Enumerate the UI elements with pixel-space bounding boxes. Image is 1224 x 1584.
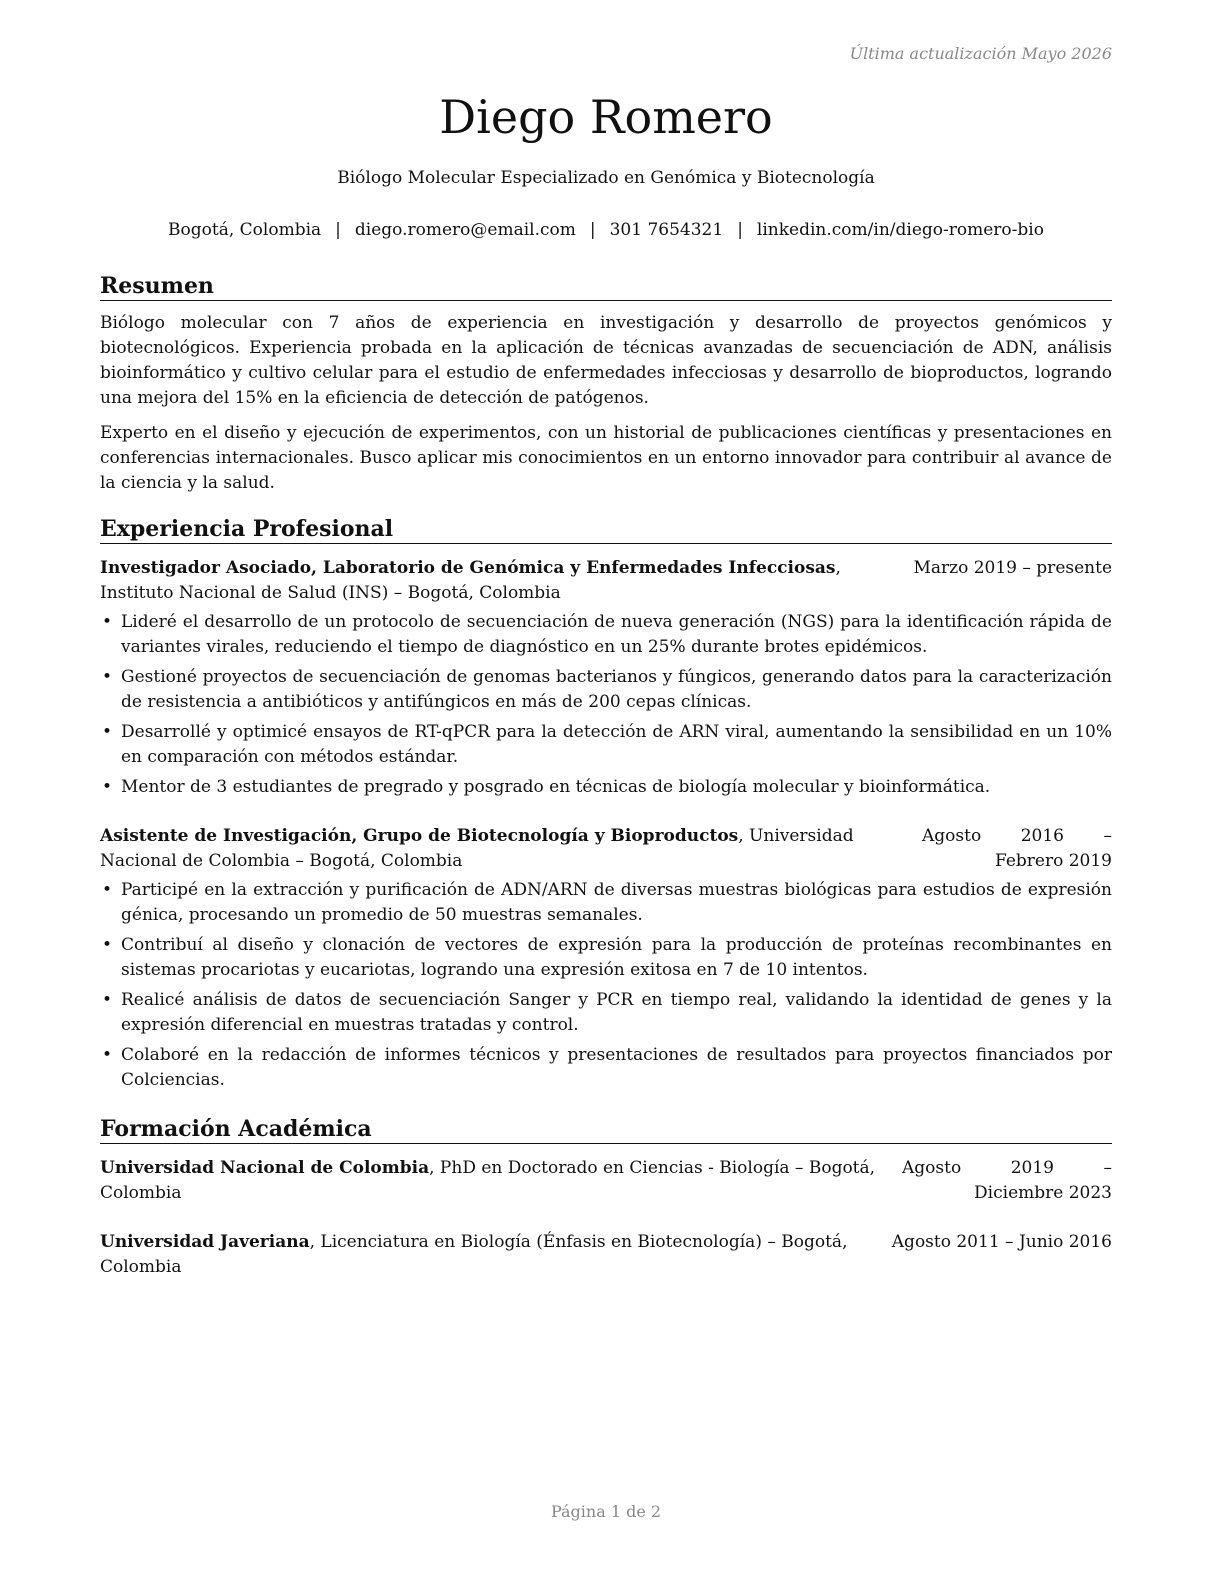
list-item: • Realicé análisis de datos de secuenciación Sanger y PCR en tiempo real, validando la identidad de genes y la expresión diferencial en muestras tratadas y control. <box>102 990 1112 1035</box>
list-item: • Colaboré en la redacción de informes técnicos y presentaciones de resultados para proyectos financiados por Colciencias. <box>102 1045 1112 1090</box>
job-org: , Universidad Nacional de Colombia – Bogotá, Colombia <box>100 826 854 871</box>
education-entry <box>100 1230 1112 1280</box>
contact-separator: | <box>737 220 743 240</box>
education-school-detail <box>100 1156 890 1206</box>
education-school: Universidad Nacional de Colombia <box>100 1158 430 1178</box>
education-header <box>100 1156 1112 1206</box>
experience-section <box>100 515 1112 1098</box>
contact-phone: 301 7654321 <box>609 220 724 240</box>
education-entry <box>100 1156 1112 1206</box>
education-school: Universidad Javeriana <box>100 1232 310 1252</box>
job-role-org <box>100 824 890 874</box>
list-item: • Participé en la extracción y purificación de ADN/ARN de diversas muestras biológicas para estudios de expresión génica, procesando un promedio de 50 muestras semanales. <box>102 880 1112 925</box>
contact-line <box>100 220 1112 240</box>
headline: Biólogo Molecular Especializado en Genómica y Biotecnología <box>337 168 875 188</box>
contact-separator: | <box>589 220 596 240</box>
candidate-name: Diego Romero <box>439 90 773 144</box>
job-entry <box>100 824 1112 1093</box>
job-role: Asistente de Investigación, Grupo de Biotecnología y Bioproductos <box>100 826 739 846</box>
page-number: Página 1 de 2 <box>550 1502 662 1521</box>
job-role: Investigador Asociado, Laboratorio de Genómica y Enfermedades Infecciosas <box>100 558 836 578</box>
education-detail: , Licenciatura en Biología (Énfasis en Biotecnología) – Bogotá, Colombia <box>100 1232 848 1277</box>
section-title-experience: Experiencia Profesional <box>100 515 1112 544</box>
last-updated: Última actualización Mayo 2026 <box>849 44 1112 63</box>
job-dates: Agosto 2016 – Febrero 2019 <box>922 826 1112 871</box>
contact-linkedin[interactable]: linkedin.com/in/diego-romero-bio <box>756 220 1044 240</box>
contact-email[interactable]: diego.romero@email.com <box>354 220 576 240</box>
list-item: • Contribuí al diseño y clonación de vectores de expresión para la producción de proteínas recombinantes en sistemas procariotas y eucariotas, logrando una expresión exitosa en 7 de 10 intentos. <box>102 935 1112 980</box>
education-header <box>100 1230 1112 1280</box>
job-role-org <box>100 556 890 606</box>
job-entry <box>100 556 1112 800</box>
job-dates: Marzo 2019 – presente <box>913 558 1112 578</box>
job-bullets <box>100 878 1112 1093</box>
education-dates: Agosto 2019 – Diciembre 2023 <box>902 1158 1112 1203</box>
education-section <box>100 1115 1112 1280</box>
list-item: • Desarrollé y optimicé ensayos de RT-qPCR para la detección de ARN viral, aumentando la sensibilidad en un 10% en comparación con métodos estándar. <box>102 722 1112 767</box>
list-item: • Lideré el desarrollo de un protocolo de secuenciación de nueva generación (NGS) para la identificación rápida de variantes virales, reduciendo el tiempo de diagnóstico en un 25% durante brotes epidémicos. <box>102 612 1112 657</box>
job-header <box>100 824 1112 874</box>
contact-separator: | <box>335 220 341 240</box>
summary-section <box>100 272 1112 496</box>
list-item: • Mentor de 3 estudiantes de pregrado y posgrado en técnicas de biología molecular y bioinformática. <box>102 777 991 797</box>
job-header <box>100 556 1112 606</box>
list-item: • Gestioné proyectos de secuenciación de genomas bacterianos y fúngicos, generando datos para la caracterización de resistencia a antibióticos y antifúngicos en más de 200 cepas clínicas. <box>102 667 1112 712</box>
education-detail: , PhD en Doctorado en Ciencias - Biología – Bogotá, Colombia <box>100 1158 876 1203</box>
section-title-education: Formación Académica <box>100 1115 1112 1144</box>
job-org: , Instituto Nacional de Salud (INS) – Bogotá, Colombia <box>100 558 841 603</box>
summary-paragraph: Experto en el diseño y ejecución de experimentos, con un historial de publicaciones científicas y presentaciones en conferencias internacionales. Busco aplicar mis conocimientos en un entorno innovador para contribuir al avance de la ciencia y la salud. <box>100 423 1112 493</box>
education-dates: Agosto 2011 – Junio 2016 <box>891 1232 1112 1252</box>
summary-paragraph: Biólogo molecular con 7 años de experiencia en investigación y desarrollo de proyectos genómicos y biotecnológicos. Experiencia probada en la aplicación de técnicas avanzadas de secuenciación de ADN, análisis bioinformático y cultivo celular para el estudio de enfermedades infecciosas y desarrollo de bioproductos, logrando una mejora del 15% en la eficiencia de detección de patógenos. <box>100 313 1112 408</box>
contact-location: Bogotá, Colombia <box>168 220 322 240</box>
job-bullets <box>100 610 1112 800</box>
education-school-detail <box>100 1230 890 1280</box>
section-title-summary: Resumen <box>100 272 1112 301</box>
